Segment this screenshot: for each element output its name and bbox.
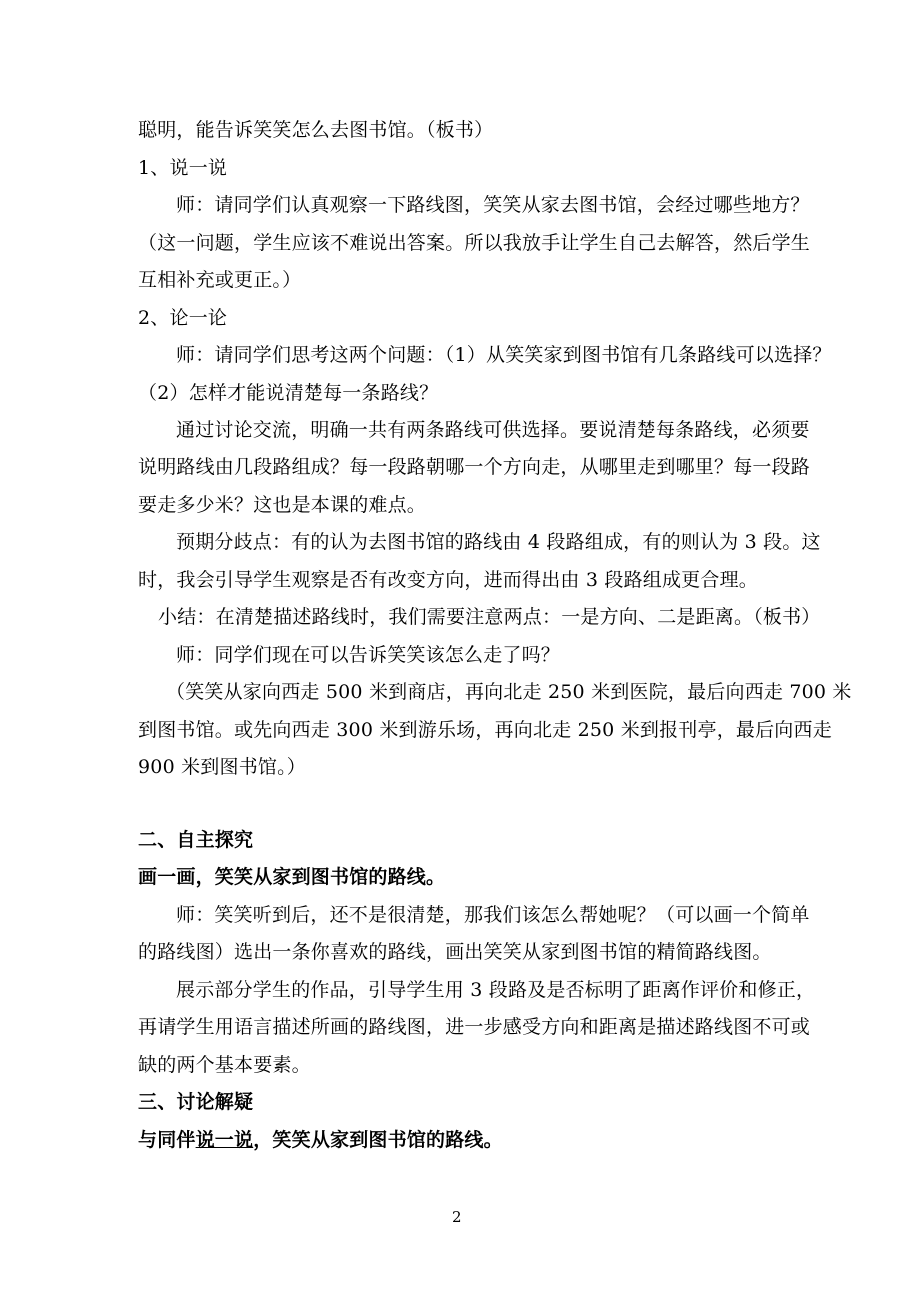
paragraph-line: （2）怎样才能说清楚每一条路线？ [138, 382, 439, 404]
paragraph-line: 缺的两个基本要素。 [138, 1054, 311, 1076]
subheading-draw: 画一画，笑笑从家到图书馆的路线。 [138, 866, 446, 888]
summary-line: 小结：在清楚描述路线时，我们需要注意两点：一是方向、二是距离。（板书） [158, 606, 821, 628]
paragraph-line: 到图书馆。或先向西走 300 米到游乐场，再向北走 250 米到报刊亭，最后向西走 [138, 719, 832, 741]
paragraph-line: 再请学生用语言描述所画的路线图，进一步感受方向和距离是描述路线图不可或 [138, 1016, 811, 1038]
paragraph-line: 师：请同学们认真观察一下路线图，笑笑从家去图书馆，会经过哪些地方？ [176, 194, 810, 216]
partner-talk-underlined: 说一说 [195, 1129, 254, 1151]
paragraph-line: 说明路线由几段路组成？每一段路朝哪一个方向走，从哪里走到哪里？每一段路 [138, 456, 811, 478]
paragraph-line: 互相补充或更正。） [138, 269, 302, 291]
paragraph-line: 900 米到图书馆。） [138, 756, 307, 778]
paragraph-line: 展示部分学生的作品，引导学生用 3 段路及是否标明了距离作评价和修正， [176, 979, 816, 1001]
page-number: 2 [452, 1208, 462, 1226]
paragraph-line: 的路线图）选出一条你喜欢的路线，画出笑笑从家到图书馆的精简路线图。 [138, 941, 772, 963]
paragraph-line: 预期分歧点：有的认为去图书馆的路线由 4 段路组成，有的则认为 3 段。这 [176, 531, 821, 553]
subheading-partner-talk [138, 1128, 503, 1152]
section-heading-say: 1、说一说 [138, 157, 228, 179]
partner-talk-suffix: ，笑笑从家到图书馆的路线。 [253, 1129, 503, 1151]
partner-talk-prefix: 与同伴 [138, 1129, 196, 1151]
paragraph-line: 要走多少米？这也是本课的难点。 [138, 494, 427, 516]
section-heading-discuss-resolve: 三、讨论解疑 [138, 1091, 254, 1113]
paragraph-line: （笑笑从家向西走 500 米到商店，再向北走 250 米到医院，最后向西走 700 米 [166, 681, 852, 703]
paragraph-line: （这一问题，学生应该不难说出答案。所以我放手让学生自己去解答，然后学生 [138, 232, 811, 254]
section-heading-discuss: 2、论一论 [138, 307, 228, 329]
paragraph-line: 师：同学们现在可以告诉笑笑该怎么走了吗？ [176, 644, 561, 666]
paragraph-line: 时，我会引导学生观察是否有改变方向，进而得出由 3 段路组成更合理。 [138, 569, 758, 591]
paragraph-line: 师：请同学们思考这两个问题：（1）从笑笑家到图书馆有几条路线可以选择？ [176, 344, 832, 366]
section-heading-explore: 二、自主探究 [138, 829, 254, 851]
paragraph-line: 通过讨论交流，明确一共有两条路线可供选择。要说清楚每条路线，必须要 [176, 419, 810, 441]
paragraph-line: 聪明，能告诉笑笑怎么去图书馆。（板书） [138, 119, 494, 141]
paragraph-line: 师：笑笑听到后，还不是很清楚，那我们该怎么帮她呢？（可以画一个简单 [176, 904, 810, 926]
